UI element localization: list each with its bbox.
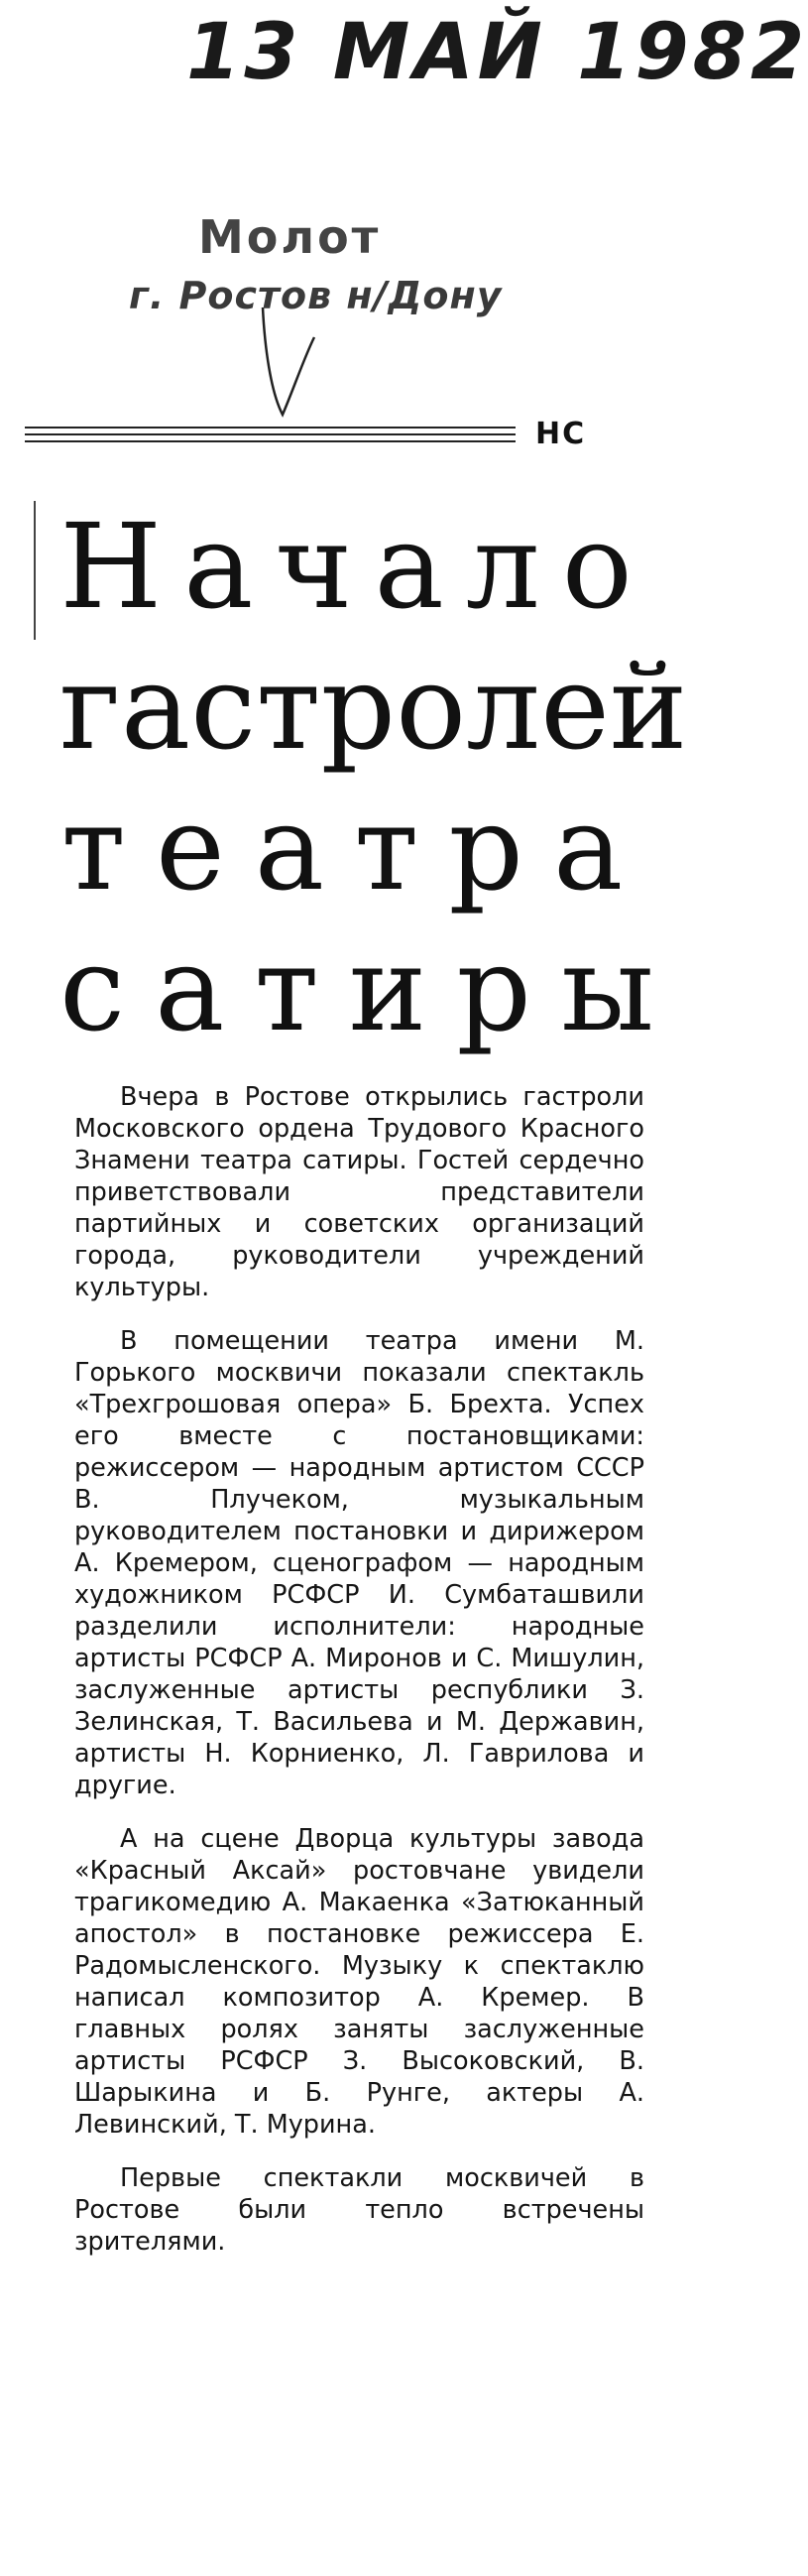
article-body [74, 1081, 644, 2279]
article-paragraph-2: В помещении театра имени М. Горького москвичи показали спектакль «Трехгрошовая опера» Б. Брехта. Успех его вместе с постановщиками: режиссером — народным артистом СССР В. Плучеком, музыкальным руководителем постановки и дирижером А. Кремером, сценографом — народным художником РСФСР И. Сумбаташвили разделили исполнители: народные артисты РСФСР А. Миронов и С. Мишулин, заслуженные артисты республики З. Зелинская, Т. Васильева и М. Державин, артисты Н. Корниенко, Л. Гаврилова и другие. [74, 1326, 644, 1800]
newspaper-stamp-name: Молот [198, 210, 382, 264]
article-paragraph-1: Вчера в Ростове открылись гастроли Московского ордена Трудового Красного Знамени театра сатиры. Гостей сердечно приветствовали представители партийных и советских организаций города, руководители учреждений культуры. [74, 1082, 644, 1302]
headline-line-3: театра [60, 780, 653, 917]
headline-line-1: Начало [59, 498, 654, 635]
handwritten-mark [253, 298, 322, 427]
headline-line-4: сатиры [59, 920, 684, 1057]
margin-mark [34, 501, 36, 640]
article-paragraph-3: А на сцене Дворца культуры завода «Красный Аксай» ростовчане увидели трагикомедию А. Макаенка «Затюканный апостол» в постановке режиссера Е. Радомысленского. Музыку к спектаклю написал композитор А. Кремер. В главных ролях заняты заслуженные артисты РСФСР З. Высоковский, В. Шарыкина и Б. Рунге, актеры А. Левинский, Т. Мурина. [74, 1824, 644, 2140]
article-headline [59, 496, 688, 1059]
headline-line-2: гастролей [59, 639, 688, 776]
date-stamp: 13 МАЙ 1982 [186, 8, 808, 97]
source-logo-text: НС [535, 417, 587, 451]
header-rules [25, 427, 516, 456]
article-paragraph-4: Первые спектакли москвичей в Ростове были тепло встречены зрителями. [74, 2163, 644, 2257]
source-logo [535, 417, 649, 456]
newspaper-stamp-city: г. Ростов н/Дону [129, 274, 503, 317]
